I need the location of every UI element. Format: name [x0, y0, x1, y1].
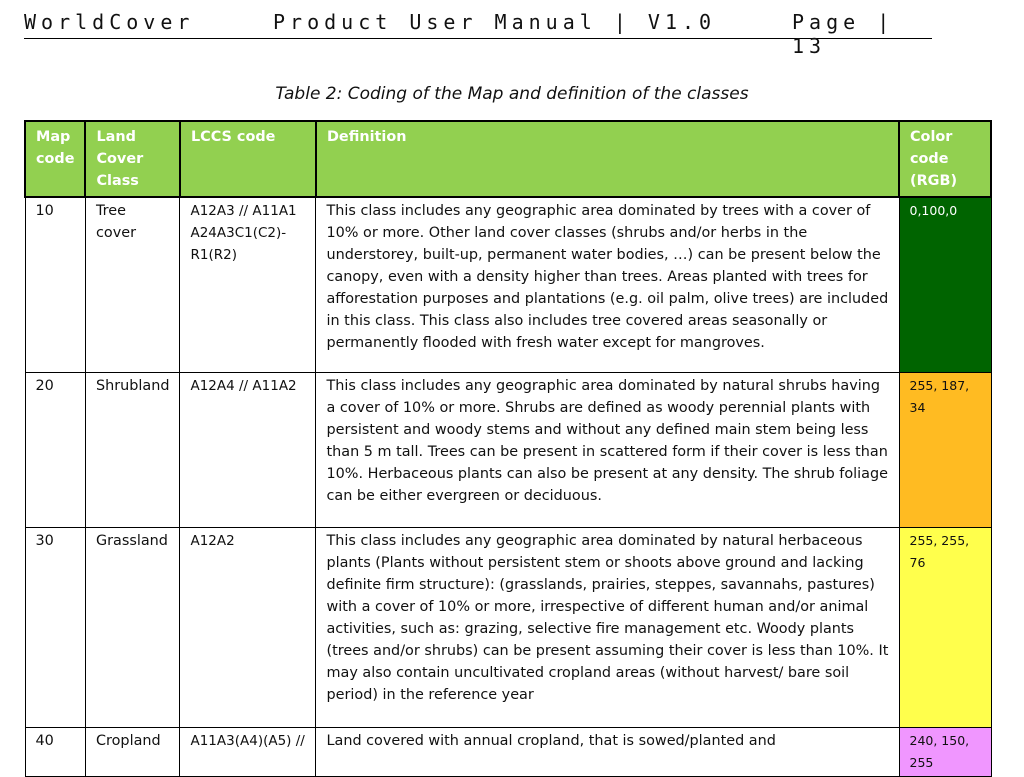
- table-row: [25, 197, 991, 373]
- table-caption: Table 2: Coding of the Map and definition of the classes: [275, 84, 749, 104]
- cell-land-cover-class: Tree cover: [85, 197, 180, 373]
- cell-land-cover-class: Cropland: [85, 728, 180, 777]
- cell-land-cover-class: Shrubland: [85, 373, 180, 528]
- land-cover-table: [24, 120, 992, 777]
- column-header-definition: Definition: [316, 121, 899, 197]
- cell-color-swatch: 255, 255, 76: [899, 528, 991, 728]
- page-header: [24, 8, 932, 58]
- cell-land-cover-class: Grassland: [85, 528, 180, 728]
- cell-lccs-code: A11A3(A4)(A5) //: [180, 728, 316, 777]
- table-row: [25, 728, 991, 777]
- cell-definition: This class includes any geographic area dominated by trees with a cover of 10% or more. Other land cover classes (shrubs and/or herbs in the understorey, built-up, permanent water bodies, …) can be present below the canopy, even with a density higher than trees. Areas planted with trees for afforestation purposes and plantations (e.g. oil palm, olive trees) are included in this class. This class also includes tree covered areas seasonally or permanently flooded with fresh water except for mangroves.: [316, 197, 899, 373]
- cell-color-swatch: 255, 187, 34: [899, 373, 991, 528]
- column-header-land-cover-class: Land Cover Class: [85, 121, 180, 197]
- cell-map-code: 20: [25, 373, 85, 528]
- column-header-color-code: Color code (RGB): [899, 121, 991, 197]
- table-header-row: [25, 121, 991, 197]
- column-header-map-code: Map code: [25, 121, 85, 197]
- column-header-lccs-code: LCCS code: [180, 121, 316, 197]
- header-page-number: Page | 13: [792, 10, 895, 58]
- cell-lccs-code: A12A3 // A11A1 A24A3C1(C2)-R1(R2): [180, 197, 316, 373]
- cell-definition: Land covered with annual cropland, that is sowed/planted and: [316, 728, 899, 777]
- header-doc-name: WorldCover: [24, 10, 195, 34]
- cell-map-code: 10: [25, 197, 85, 373]
- table-row: [25, 373, 991, 528]
- cell-color-swatch: 240, 150, 255: [899, 728, 991, 777]
- cell-map-code: 40: [25, 728, 85, 777]
- cell-definition: This class includes any geographic area dominated by natural shrubs having a cover of 10% or more. Shrubs are defined as woody perennial plants with persistent and woody stems and without any defined main stem being less than 5 m tall. Trees can be present in scattered form if their cover is less than 10%. Herbaceous plants can also be present at any density. The shrub foliage can be either evergreen or deciduous.: [316, 373, 899, 528]
- header-manual-title: Product User Manual | V1.0: [273, 10, 717, 34]
- cell-lccs-code: A12A4 // A11A2: [180, 373, 316, 528]
- cell-color-swatch: 0,100,0: [899, 197, 991, 373]
- cell-definition: This class includes any geographic area dominated by natural herbaceous plants (Plants without persistent stem or shoots above ground and lacking definite firm structure): (grasslands, prairies, steppes, savannahs, pastures) with a cover of 10% or more, irrespective of different human and/or animal activities, such as: grazing, selective fire management etc. Woody plants (trees and/or shrubs) can be present assuming their cover is less than 10%. It may also contain uncultivated cropland areas (without harvest/ bare soil period) in the reference year: [316, 528, 899, 728]
- cell-lccs-code: A12A2: [180, 528, 316, 728]
- table-row: [25, 528, 991, 728]
- cell-map-code: 30: [25, 528, 85, 728]
